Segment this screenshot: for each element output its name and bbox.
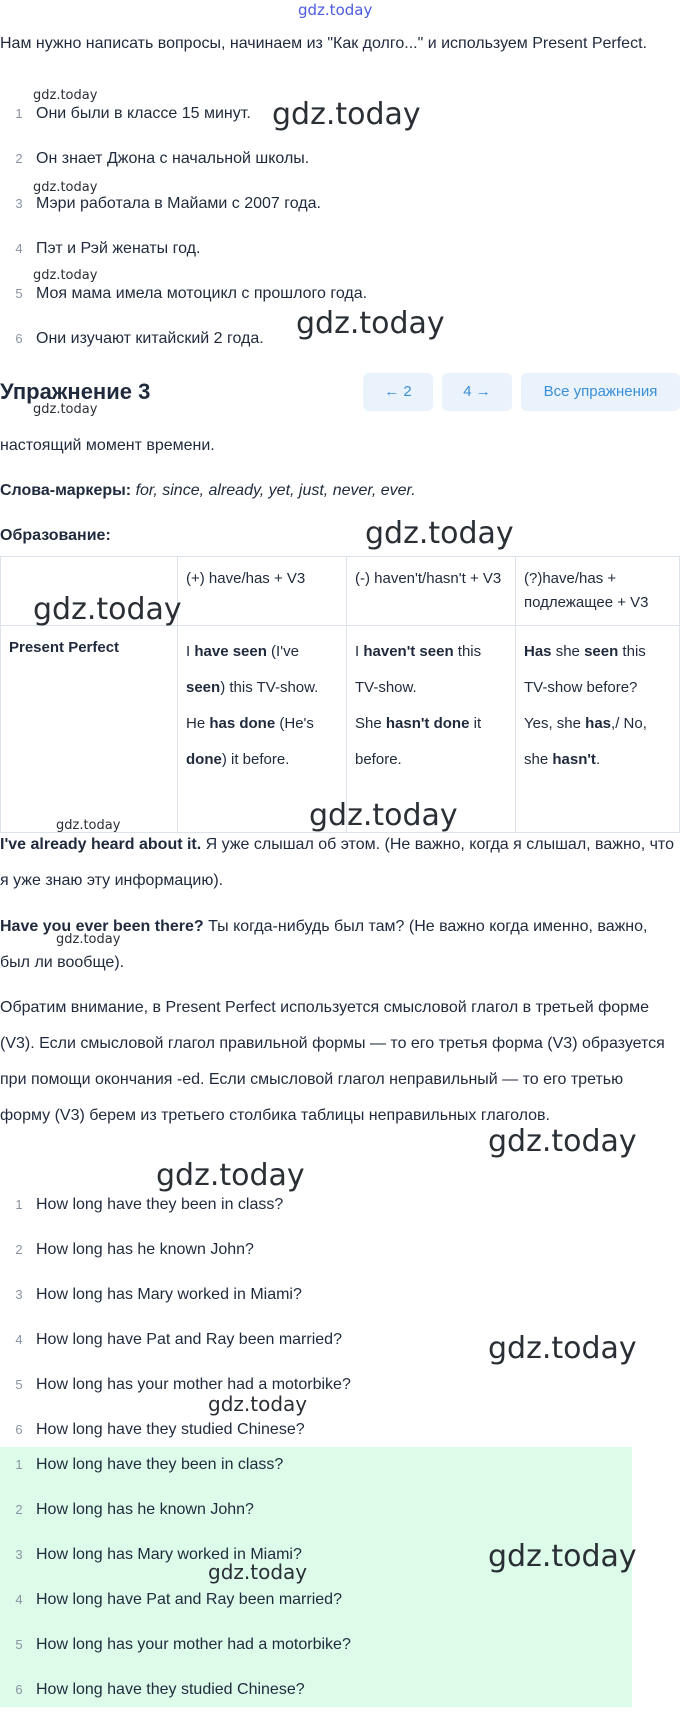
text-bold: has done xyxy=(209,715,276,732)
text-bold: done xyxy=(186,751,222,768)
item-number: 3 xyxy=(15,1287,23,1302)
item-number: 4 xyxy=(15,1592,23,1607)
item-number: 4 xyxy=(15,241,23,256)
watermark: gdz.today xyxy=(208,1392,308,1416)
item-number: 6 xyxy=(15,1422,23,1437)
list-item xyxy=(0,1577,632,1622)
example-sentence xyxy=(186,634,338,706)
item-number: 5 xyxy=(15,1637,23,1652)
item-text: Пэт и Рэй женаты год. xyxy=(36,240,201,257)
text-run: He xyxy=(186,715,210,732)
text-bold: have seen xyxy=(194,643,267,660)
text-run: this TV-show. xyxy=(355,643,482,696)
table-header-cell: (+) have/has + V3 xyxy=(178,557,347,626)
text-run: I xyxy=(355,643,364,660)
text-bold: hasn't xyxy=(552,751,596,768)
formation-label: Образование: xyxy=(0,527,111,544)
watermark: gdz.today xyxy=(208,1560,308,1584)
text-run: I xyxy=(186,643,195,660)
intro-text: Нам нужно написать вопросы, начинаем из "Как долго..." и используем Present Perfect. xyxy=(0,35,647,52)
example-1 xyxy=(0,827,676,899)
item-number: 4 xyxy=(15,1332,23,1347)
table-row-label: Present Perfect xyxy=(1,626,178,833)
item-number: 2 xyxy=(15,151,23,166)
item-text: How long have Pat and Ray been married? xyxy=(36,1591,342,1608)
item-number: 2 xyxy=(15,1242,23,1257)
example-sentence xyxy=(355,634,507,706)
note-paragraph: Обратим внимание, в Present Perfect используется смысловой глагол в третьей форме (V3). Если смысловой глагол правильной формы — то его третья форма (V3) образуется при помощи окончания -ed. Если смысловой глагол неправильный — то его третью форму (V3) берем из третьего столбика таблицы неправильных глаголов. xyxy=(0,999,665,1124)
list-item xyxy=(0,1227,632,1272)
text-run: this TV-show before? xyxy=(524,643,646,696)
watermark: gdz.today xyxy=(298,1,373,19)
item-text: Он знает Джона с начальной школы. xyxy=(36,150,310,167)
example-1-text: Я уже слышал об этом. (Не важно, когда я слышал, важно, что я уже знаю эту информацию). xyxy=(0,836,674,889)
all-exercises-button[interactable]: Все упражнения xyxy=(521,373,680,411)
table-header-cell: (?)have/has + подлежащее + V3 xyxy=(516,557,680,626)
watermark: gdz.today xyxy=(365,516,514,551)
item-text: Они изучают китайский 2 года. xyxy=(36,330,264,347)
watermark: gdz.today xyxy=(56,818,121,833)
text-run: she xyxy=(551,643,585,660)
list-item xyxy=(0,1667,632,1712)
example-1-bold: I've already heard about it. xyxy=(0,836,202,853)
text-bold: seen xyxy=(186,679,221,696)
watermark: gdz.today xyxy=(33,402,98,417)
list-item xyxy=(0,226,632,271)
item-text: How long has Mary worked in Miami? xyxy=(36,1286,302,1303)
item-text: How long have they been in class? xyxy=(36,1196,284,1213)
text-bold: haven't seen xyxy=(363,643,454,660)
text-run: She xyxy=(355,715,386,732)
item-text: Они были в классе 15 минут. xyxy=(36,105,251,122)
watermark: gdz.today xyxy=(488,1124,637,1159)
text-bold: has xyxy=(585,715,612,732)
markers-line xyxy=(0,473,680,509)
list-item xyxy=(0,1182,632,1227)
text-run: ) this TV-show. xyxy=(220,679,319,696)
list-item xyxy=(0,1442,632,1487)
text-run: Yes, she xyxy=(524,715,586,732)
item-text: How long has he known John? xyxy=(36,1241,254,1258)
text-run: (I've xyxy=(266,643,299,660)
text-run: ) it before. xyxy=(221,751,290,768)
prev-exercise-button[interactable]: ← 2 xyxy=(363,373,433,411)
item-number: 5 xyxy=(15,1377,23,1392)
example-2-bold: Have you ever been there? xyxy=(0,918,204,935)
markers-text: for, since, already, yet, just, never, ever. xyxy=(135,482,416,499)
list-item xyxy=(0,1272,632,1317)
item-text: How long has your mother had a motorbike? xyxy=(36,1376,351,1393)
item-text: Моя мама имела мотоцикл с прошлого года. xyxy=(36,285,368,302)
example-sentence xyxy=(186,706,338,778)
example-sentence xyxy=(355,706,507,778)
item-text: How long has he known John? xyxy=(36,1501,254,1518)
item-number: 5 xyxy=(15,286,23,301)
item-number: 1 xyxy=(15,1197,23,1212)
theory-line: настоящий момент времени. xyxy=(0,437,215,454)
text-bold: Has xyxy=(524,643,552,660)
item-number: 1 xyxy=(15,106,23,121)
example-2-text: Ты когда-нибудь был там? (Не важно когда именно, важно, был ли вообще). xyxy=(0,918,648,971)
watermark: gdz.today xyxy=(309,798,458,833)
table-header-cell: (-) haven't/hasn't + V3 xyxy=(347,557,516,626)
item-number: 2 xyxy=(15,1502,23,1517)
item-text: How long has your mother had a motorbike? xyxy=(36,1636,351,1653)
watermark: gdz.today xyxy=(156,1158,305,1193)
watermark: gdz.today xyxy=(33,268,98,283)
item-number: 6 xyxy=(15,1682,23,1697)
example-sentence xyxy=(524,706,671,778)
text-bold: seen xyxy=(584,643,619,660)
next-exercise-button[interactable]: 4 → xyxy=(442,373,512,411)
text-bold: hasn't done xyxy=(385,715,470,732)
table-cell xyxy=(516,626,680,833)
exercise-title: Упражнение 3 xyxy=(0,379,151,404)
text-run: ,/ No, she xyxy=(524,715,647,768)
list-item xyxy=(0,1487,632,1532)
item-number: 3 xyxy=(15,1547,23,1562)
item-text: Мэри работала в Майами с 2007 года. xyxy=(36,195,321,212)
watermark: gdz.today xyxy=(488,1331,637,1366)
list-item xyxy=(0,136,632,181)
item-text: How long has Mary worked in Miami? xyxy=(36,1546,302,1563)
text-run: (He's xyxy=(275,715,314,732)
watermark: gdz.today xyxy=(56,932,121,947)
list-item xyxy=(0,1622,632,1667)
item-text: How long have Pat and Ray been married? xyxy=(36,1331,342,1348)
answer-list xyxy=(0,1182,632,1452)
item-number: 6 xyxy=(15,331,23,346)
markers-label: Слова-маркеры: xyxy=(0,482,132,499)
watermark: gdz.today xyxy=(488,1539,637,1574)
item-number: 1 xyxy=(15,1457,23,1472)
watermark: gdz.today xyxy=(33,88,98,103)
item-text: How long have they studied Chinese? xyxy=(36,1421,305,1438)
item-text: How long have they been in class? xyxy=(36,1456,284,1473)
watermark: gdz.today xyxy=(33,592,182,627)
text-run: . xyxy=(595,751,601,768)
item-number: 3 xyxy=(15,196,23,211)
watermark: gdz.today xyxy=(272,97,421,132)
watermark: gdz.today xyxy=(296,306,445,341)
list-item xyxy=(0,1362,632,1407)
watermark: gdz.today xyxy=(33,180,98,195)
example-sentence xyxy=(524,634,671,706)
text-run: it before. xyxy=(355,715,482,768)
item-text: How long have they studied Chinese? xyxy=(36,1681,305,1698)
highlighted-answer-list xyxy=(0,1442,632,1712)
